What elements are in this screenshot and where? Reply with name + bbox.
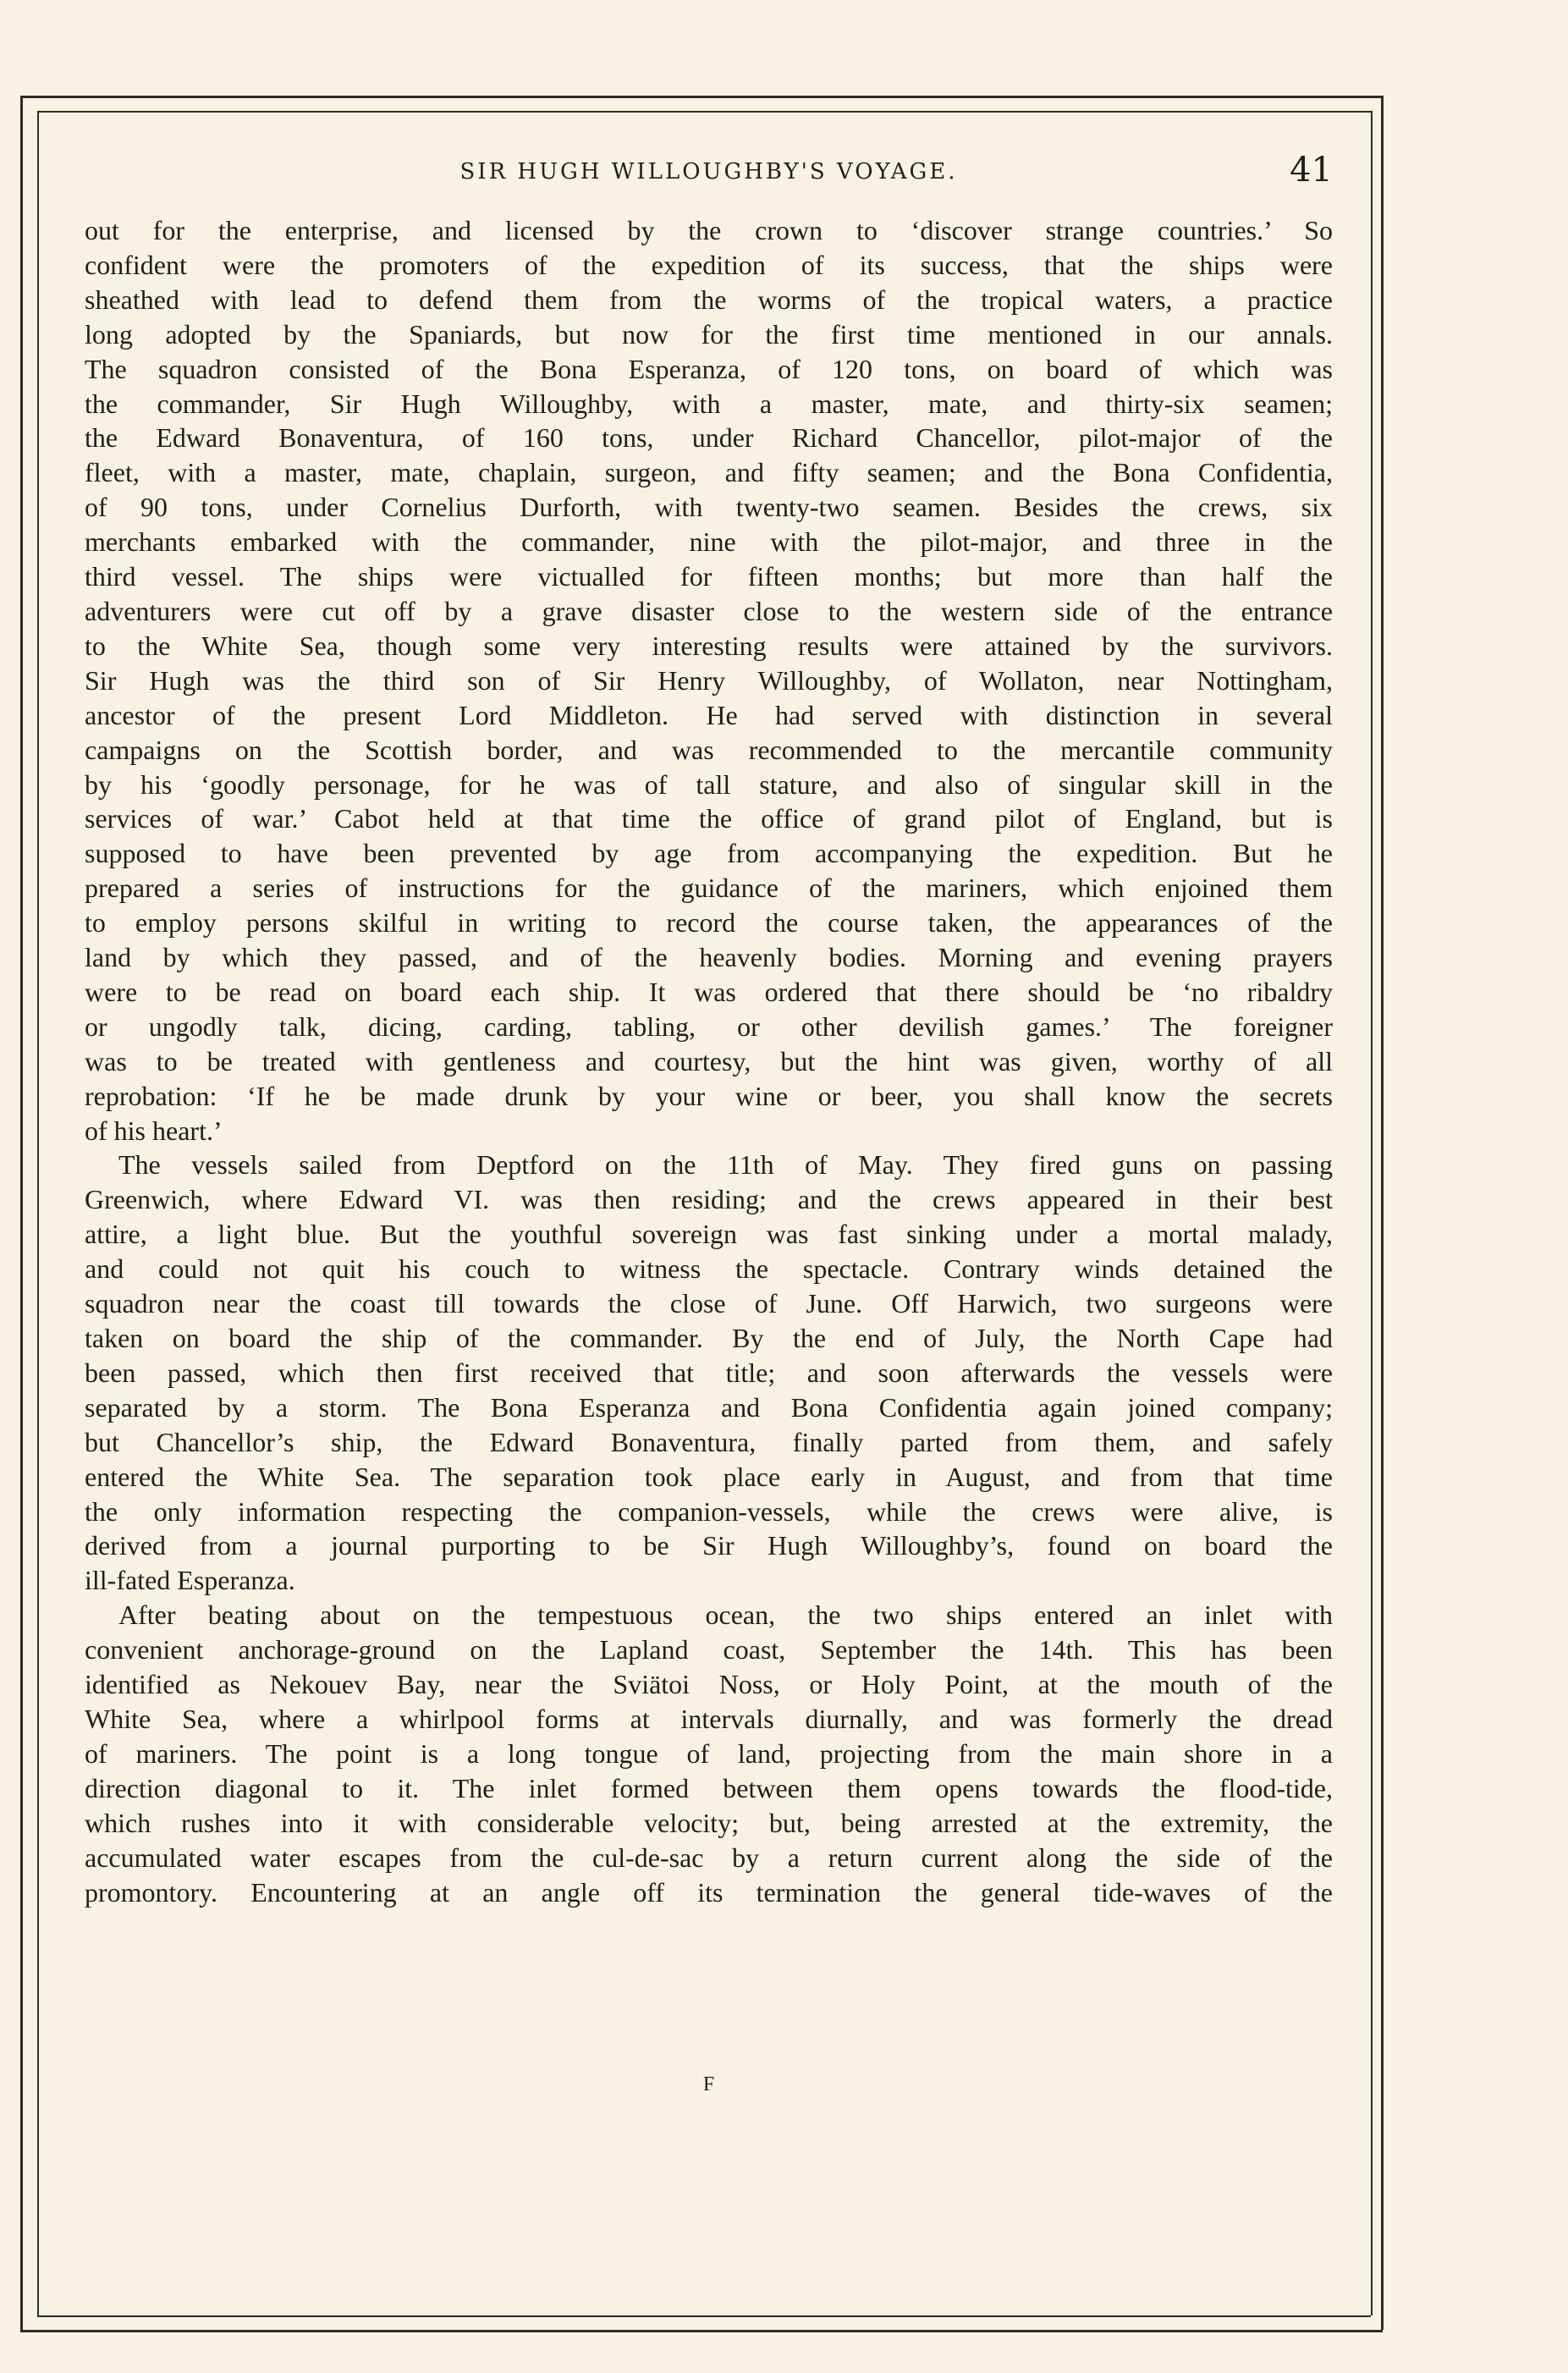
text-line: the only information respecting the companion-vessels, while the crews were alive, is: [85, 1495, 1333, 1527]
text-line: White Sea, where a whirlpool forms at intervals diurnally, and was formerly the dread: [85, 1703, 1333, 1734]
page-header: [85, 151, 1333, 193]
border-left-outer: [20, 96, 23, 2330]
text-line: been passed, which then first received that title; and soon afterwards the vessels were: [85, 1357, 1333, 1388]
text-line: After beating about on the tempestuous ocean, the two ships entered an inlet with: [118, 1599, 1333, 1631]
border-left-inner: [37, 111, 39, 2315]
text-line: derived from a journal purporting to be Sir Hugh Willoughby’s, found on board the: [85, 1530, 1333, 1561]
text-line: confident were the promoters of the expedition of its success, that the ships were: [85, 249, 1333, 280]
text-line: Greenwich, where Edward VI. was then residing; and the crews appeared in their best: [85, 1184, 1333, 1215]
text-line: to the White Sea, though some very interesting results were attained by the survivors.: [85, 630, 1333, 661]
signature-mark: F: [702, 2073, 715, 2095]
body-text: [85, 213, 1333, 1909]
text-line: of mariners. The point is a long tongue of land, projecting from the main shore in a: [85, 1737, 1333, 1769]
text-line: ill-fated Esperanza.: [85, 1565, 295, 1596]
text-line: long adopted by the Spaniards, but now for the first time mentioned in our annals.: [85, 318, 1333, 350]
text-line: separated by a storm. The Bona Esperanza and Bona Confidentia again joined company;: [85, 1391, 1333, 1423]
text-line: to employ persons skilful in writing to record the course taken, the appearances of the: [85, 907, 1333, 939]
text-line: merchants embarked with the commander, nine with the pilot-major, and three in the: [85, 526, 1333, 558]
text-line: attire, a light blue. But the youthful sovereign was fast sinking under a mortal malady,: [85, 1219, 1333, 1250]
text-line: promontory. Encountering at an angle off its termination the general tide-waves of the: [85, 1876, 1333, 1908]
text-line: but Chancellor’s ship, the Edward Bonaventura, finally parted from them, and safely: [85, 1426, 1333, 1457]
paragraph-2: [85, 1148, 1333, 1598]
text-line: direction diagonal to it. The inlet formed between them opens towards the flood-tide,: [85, 1772, 1333, 1803]
text-line: accumulated water escapes from the cul-de-sac by a return current along the side of the: [85, 1842, 1333, 1873]
text-line: convenient anchorage-ground on the Lapland coast, September the 14th. This has been: [85, 1634, 1333, 1666]
text-line: services of war.’ Cabot held at that time the office of grand pilot of England, but is: [85, 803, 1333, 834]
border-top-inner: [37, 111, 1371, 113]
text-line: or ungodly talk, dicing, carding, tabling, or other devilish games.’ The foreigner: [85, 1010, 1333, 1042]
text-line: by his ‘goodly personage, for he was of tall stature, and also of singular skill in the: [85, 768, 1333, 800]
text-line: were to be read on board each ship. It was ordered that there should be ‘no ribaldry: [85, 976, 1333, 1007]
paragraph-3: [85, 1598, 1333, 1909]
text-line: identified as Nekouev Bay, near the Sviätoi Noss, or Holy Point, at the mouth of the: [85, 1669, 1333, 1700]
text-line: The vessels sailed from Deptford on the 11th of May. They fired guns on passing: [118, 1149, 1333, 1181]
text-line: adventurers were cut off by a grave disaster close to the western side of the entrance: [85, 595, 1333, 626]
running-head: SIR HUGH WILLOUGHBY'S VOYAGE.: [459, 159, 958, 184]
text-line: of 90 tons, under Cornelius Durforth, with twenty-two seamen. Besides the crews, six: [85, 492, 1333, 523]
border-top-outer: [20, 96, 1383, 98]
paragraph-1: [85, 213, 1333, 1148]
text-line: prepared a series of instructions for the guidance of the mariners, which enjoined them: [85, 873, 1333, 904]
text-line: taken on board the ship of the commander. By the end of July, the North Cape had: [85, 1323, 1333, 1353]
page-number: 41: [1290, 151, 1333, 190]
text-line: reprobation: ‘If he be made drunk by your wine or beer, you shall know the secrets: [85, 1080, 1333, 1111]
text-line: which rushes into it with considerable velocity; but, being arrested at the extremity, the: [85, 1807, 1333, 1838]
text-line: the commander, Sir Hugh Willoughby, with a master, mate, and thirty-six seamen;: [85, 388, 1333, 419]
text-line: entered the White Sea. The separation took place early in August, and from that time: [85, 1461, 1333, 1492]
text-line: out for the enterprise, and licensed by the crown to ‘discover strange countries.’ So: [85, 215, 1333, 245]
border-right-outer: [1381, 96, 1384, 2330]
text-line: ancestor of the present Lord Middleton. He had served with distinction in several: [85, 699, 1333, 730]
border-right-inner: [1371, 111, 1373, 2315]
border-bottom-inner: [37, 2315, 1371, 2317]
text-line: squadron near the coast till towards the close of June. Off Harwich, two surgeons were: [85, 1288, 1333, 1319]
text-line: campaigns on the Scottish border, and was recommended to the mercantile community: [85, 734, 1333, 765]
text-line: third vessel. The ships were victualled for fifteen months; but more than half the: [85, 561, 1333, 592]
text-line: supposed to have been prevented by age from accompanying the expedition. But he: [85, 838, 1333, 869]
text-line: was to be treated with gentleness and courtesy, but the hint was given, worthy of all: [85, 1045, 1333, 1076]
text-line: land by which they passed, and of the heavenly bodies. Morning and evening prayers: [85, 942, 1333, 973]
border-bottom-outer: [20, 2330, 1383, 2332]
text-line: Sir Hugh was the third son of Sir Henry Willoughby, of Wollaton, near Nottingham,: [85, 664, 1333, 696]
text-line: fleet, with a master, mate, chaplain, surgeon, and fifty seamen; and the Bona Confidentia,: [85, 457, 1333, 488]
text-line: the Edward Bonaventura, of 160 tons, under Richard Chancellor, pilot-major of the: [85, 422, 1333, 454]
text-line: of his heart.’: [85, 1115, 223, 1146]
text-line: sheathed with lead to defend them from the worms of the tropical waters, a practice: [85, 284, 1333, 315]
text-line: and could not quit his couch to witness the spectacle. Contrary winds detained the: [85, 1253, 1333, 1285]
text-line: The squadron consisted of the Bona Esperanza, of 120 tons, on board of which was: [85, 353, 1333, 384]
